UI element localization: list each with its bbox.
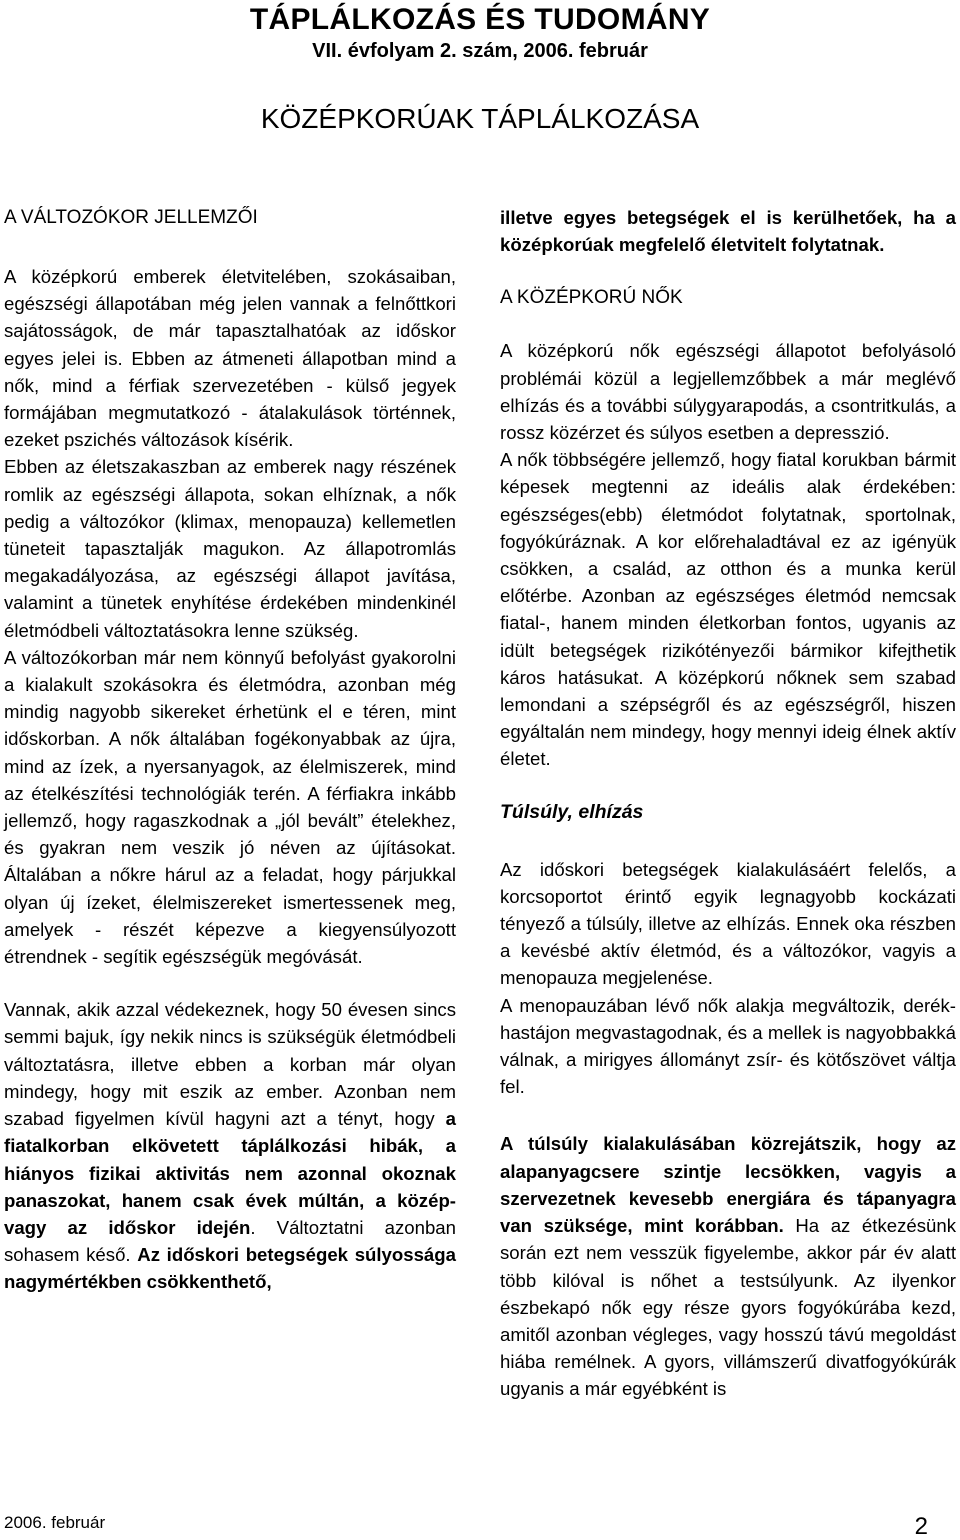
text-run: Ha az étkezésünk során ezt nem vesszük figyelembe, akkor pár év alatt több kilóval is nőhet a testsúlyunk. Az ilyenkor észbekapó nők egy része gyors fogyókúrába kezd, amitől azonban végleges, vagy hosszú távú megoldást hiába remélnek. A gyors, villámszerű divatfogyókúrák ugyanis a már egyébként is [500, 1215, 956, 1400]
paragraph: A középkorú nők egészségi állapotot befolyásoló problémái közül a legjellemzőbbek a már meglévő elhízás és a további súlygyarapodás, a csontritkulás, a rossz közérzet és súlyos esetben a depresszió. [500, 340, 956, 444]
text-run: . Változtatni azonban sohasem késő. [4, 1216, 456, 1266]
emphasis-text: illetve egyes betegségek el is kerülhetőek, ha a középkorúak megfelelő életvitelt folytatnak. [500, 207, 956, 256]
article-title: KÖZÉPKORÚAK TÁPLÁLKOZÁSA [260, 103, 700, 134]
page-number: 2 [914, 1513, 928, 1540]
footer-date: 2006. február [4, 1513, 106, 1532]
journal-title: TÁPLÁLKOZÁS ÉS TUDOMÁNY [249, 3, 711, 36]
section-heading-kozepkoru-nok: A KÖZÉPKORÚ NŐK [500, 287, 683, 309]
paragraph [500, 1130, 956, 1402]
paragraph: A változókorban már nem könnyű befolyást gyakorolni a kialakult szokásokra és életmódra, azonban még mindig nagyobb sikereket érhetünk el e téren, mint időskorban. A nők általában fogékonyabbak az újra, mind az ízek, a nyersanyagok, az élelmiszerek, mind az ételkészítési technológiák terén. A férfiakra inkább jellemző, hogy ragaszkodnak a „jól bevált” ételekhez, és gyakran nem veszik jó néven az újításokat. Általában a nőkre hárul az a feladat, hogy párjukkal olyan új ízeket, élelmiszereket ismertessenek meg, amelyek - részét képezve a kiegyensúlyozott étrendnek - segítik egészségük megóvását. [4, 646, 456, 968]
paragraph: A nők többségére jellemző, hogy fiatal korukban bármit képesek megtenni az ideális alak érdekében: egészséges(ebb) életmódot folytatnak, sportolnak, fogyókúráznak. A kor előrehaladtával ez az igényük csökken, a család, az otthon és a munka kerül előtérbe. Azonban az egészséges életmód nemcsak fiatal-, hanem minden életkorban fontos, ugyanis az idült betegségek rizikótényezői bármikor kifejthetik káros hatásukat. A középkorú nőknek sem szabad lemondani a szépségről és az egészségről, hiszen egyáltalán nem mindegy, hogy mennyi ideig élnek aktív életet. [500, 449, 956, 770]
paragraph: Az időskori betegségek kialakulásáért felelős, a korcsoportot érintő egyik legnagyobb kockázati tényező a túlsúly, illetve az elhízás. Ennek oka részben a kevésbé aktív életmód, és a változókor, vagyis a menopauza megjelenése. [500, 858, 956, 989]
issue-line: VII. évfolyam 2. szám, 2006. február [312, 40, 648, 62]
section-heading-valtozokor: A VÁLTOZÓKOR JELLEMZŐI [4, 207, 258, 228]
paragraph-bold [500, 204, 956, 258]
emphasis-text: A túlsúly kialakulásában közrejátszik, hogy az alapanyagcsere szintje lecsökken, vagyis a szervezetnek kevesebb energiára és tápanyagra van szüksége, mint korábban. [500, 1133, 956, 1237]
left-column [4, 204, 456, 1296]
subheading-tulsuly: Túlsúly, elhízás [500, 800, 644, 823]
masthead [0, 2, 960, 64]
paragraph [4, 996, 456, 1295]
paragraph: Ebben az életszakaszban az emberek nagy részének romlik az egészségi állapota, sokan elhíznak, a nők pedig a változókor (klimax, menopauza) kellemetlen tüneteit tapasztalják magukon. Az állapotromlás megakadályozása, az egészségi állapot javítása, valamint a tünetek enyhítése érdekében mindenkinél életmódbeli változtatásokra lenne szükség. [4, 456, 456, 641]
right-column [500, 204, 956, 1403]
emphasis-text: a fiatalkorban elkövetett táplálkozási hibák, a hiányos fizikai aktivitás nem azonnal okoznak panaszokat, hanem csak évek múltán, a közép- vagy az időskor idején [4, 1108, 456, 1238]
emphasis-text: Az időskori betegségek súlyossága nagymértékben csökkenthető, [4, 1244, 456, 1293]
text-run: Vannak, akik azzal védekeznek, hogy 50 évesen sincs semmi bajuk, így nekik nincs is szükségük életmódbeli változtatásra, illetve ebben a korban már olyan mindegy, hogy mit eszik az ember. Azonban nem szabad figyelmen kívül hagyni azt a tényt, hogy [4, 999, 456, 1130]
paragraph: A menopauzában lévő nők alakja megváltozik, derék-hastájon megvastagodnak, és a mellek is nagyobbakká válnak, a mirigyes állományt zsír- és kötőszövet váltja fel. [500, 994, 956, 1098]
paragraph: A középkorú emberek életvitelében, szokásaiban, egészségi állapotában még jelen vannak a felnőttkori sajátosságok, de már tapasztalhatóak az időskor egyes jelei is. Ebben az átmeneti állapotban mind a nők, mind a férfiak szervezetében - külső jegyek formájában megmutatkozó - átalakulások történnek, ezeket pszichés változások kísérik. [4, 266, 456, 451]
